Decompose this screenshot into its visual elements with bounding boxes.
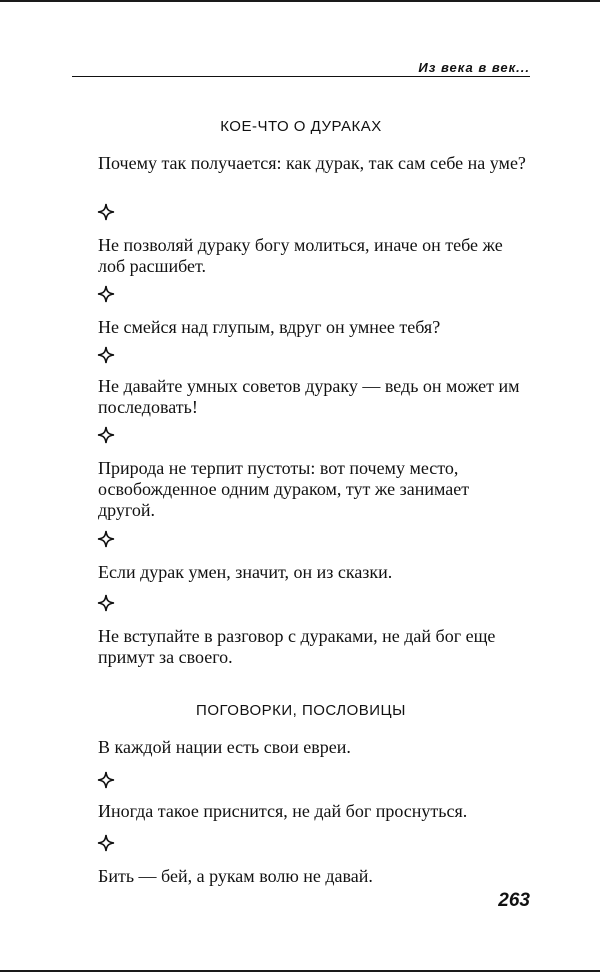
saying: Не давайте умных советов дураку — ведь он может им последовать! [98,376,520,417]
saying: Если дурак умен, значит, он из сказки. [98,562,393,582]
page-number: 263 [498,890,530,911]
section-heading: ПОГОВОРКИ, ПОСЛОВИЦЫ [196,702,406,719]
saying: Природа не терпит пустоты: вот почему место, освобожденное одним дураком, тут же занимает другой. [98,458,470,520]
saying: В каждой нации есть свои евреи. [98,737,351,757]
saying: Иногда такое приснится, не дай бог проснуться. [98,801,468,821]
star-separator-icon [97,346,115,364]
star-separator-icon [97,530,115,548]
star-separator-icon [97,771,115,789]
saying: Не вступайте в разговор с дураками, не дай бог еще примут за своего. [98,626,496,667]
star-separator-icon [97,426,115,444]
page-top-edge [0,0,600,2]
saying: Не смейся над глупым, вдруг он умнее тебя? [98,317,441,337]
section-heading: КОЕ-ЧТО О ДУРАКАХ [220,118,382,135]
star-separator-icon [97,203,115,221]
header-rule [72,76,530,77]
star-separator-icon [97,285,115,303]
saying: Не позволяй дураку богу молиться, иначе он тебе же лоб расшибет. [98,235,503,276]
saying: Бить — бей, а рукам волю не давай. [98,866,373,886]
star-separator-icon [97,594,115,612]
star-separator-icon [97,834,115,852]
running-header: Из века в век... [418,60,530,75]
saying: Почему так получается: как дурак, так сам себе на уме? [98,153,526,173]
